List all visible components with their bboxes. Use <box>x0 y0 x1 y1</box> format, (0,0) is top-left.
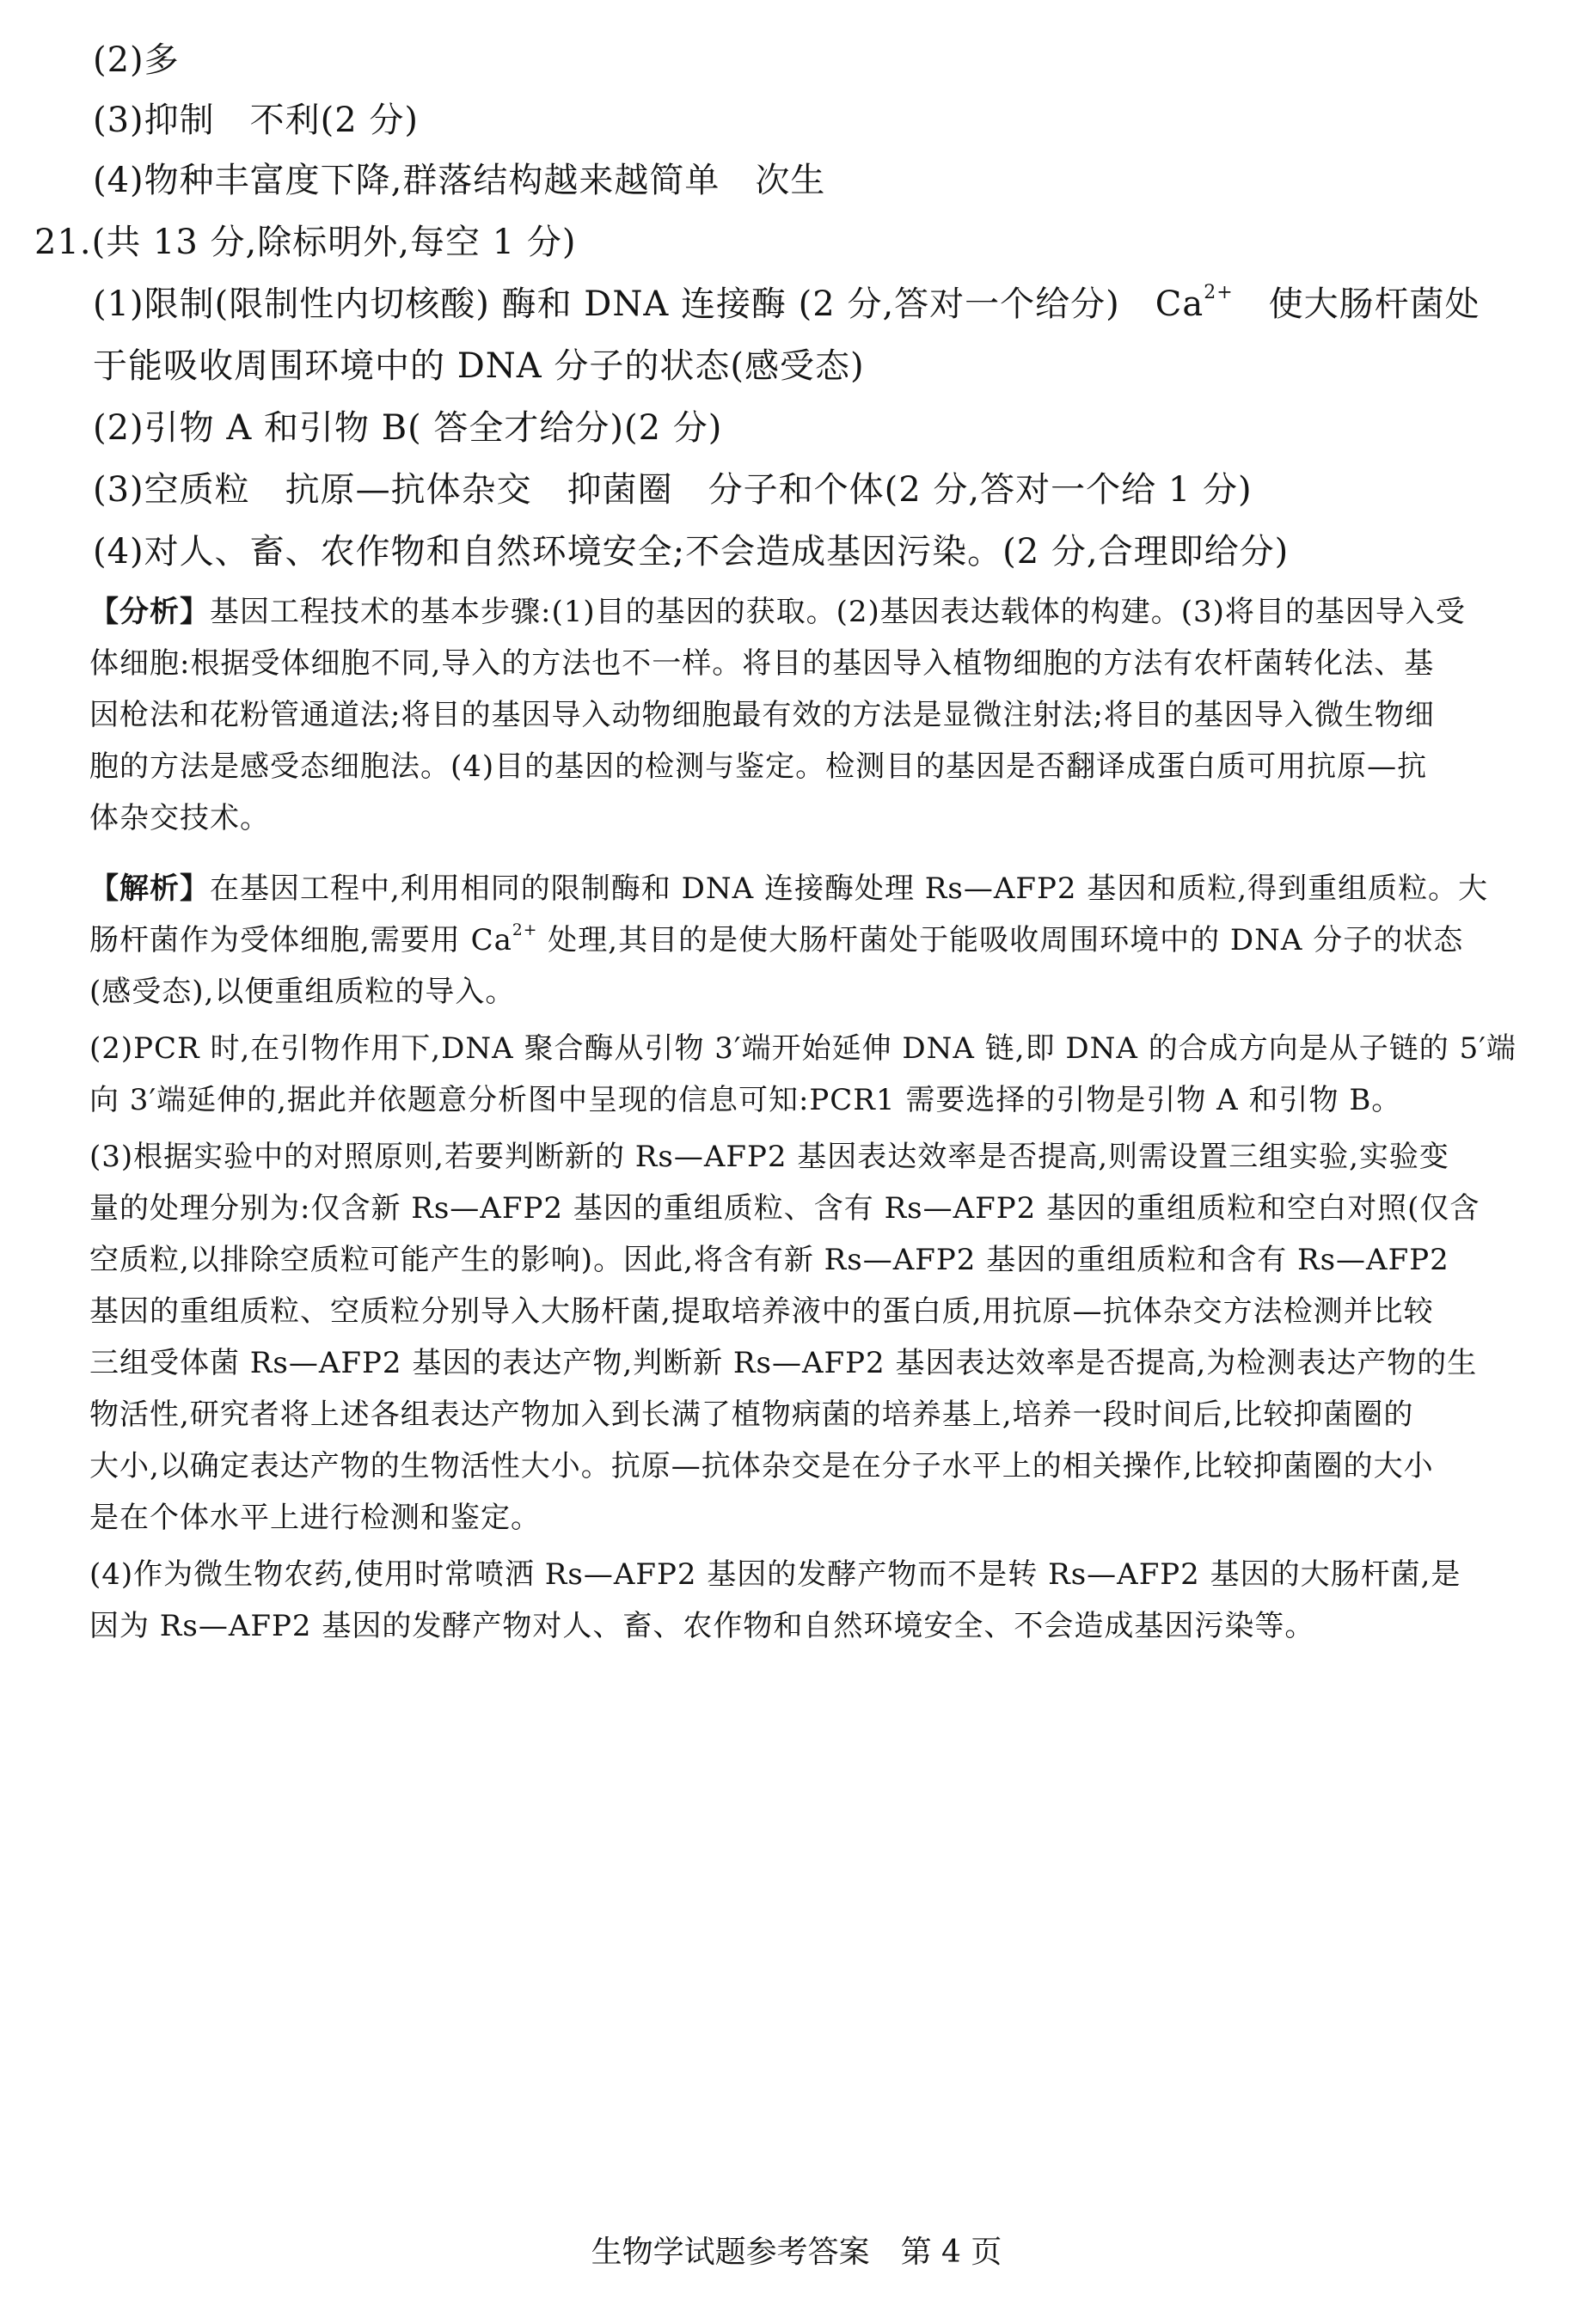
explanation-tag: 【解析】 <box>89 872 210 906</box>
question-21-header: 21.(共 13 分,除标明外,每空 1 分) <box>34 223 577 262</box>
answer-20-4: (4)物种丰富度下降,群落结构越来越简单 次生 <box>93 161 826 200</box>
explanation-p2-line2: 向 3′端延伸的,据此并依题意分析图中呈现的信息可知:PCR1 需要选择的引物是引物 A 和引物 B。 <box>89 1083 1402 1117</box>
charge-superscript-2: 2+ <box>512 921 538 940</box>
page-footer: 生物学试题参考答案 第 4 页 <box>591 2235 1002 2270</box>
answer-21-2: (2)引物 A 和引物 B( 答全才给分)(2 分) <box>93 408 723 448</box>
analysis-tag: 【分析】 <box>89 595 210 629</box>
explanation-p2-line1: (2)PCR 时,在引物作用下,DNA 聚合酶从引物 3′端开始延伸 DNA 链,即 DNA 的合成方向是从子链的 5′端 <box>89 1031 1516 1066</box>
explanation-p1-line2 <box>89 916 1463 958</box>
explanation-p3-line5: 三组受体菌 Rs—AFP2 基因的表达产物,判断新 Rs—AFP2 基因表达效率是否提高,为检测表达产物的生 <box>89 1346 1478 1380</box>
explanation-p3-line2: 量的处理分别为:仅含新 Rs—AFP2 基因的重组质粒、含有 Rs—AFP2 基因的重组质粒和空白对照(仅含 <box>89 1191 1480 1226</box>
explanation-p1-line1 <box>89 865 1488 907</box>
answer-21-1-text-b: 使大肠杆菌处 <box>1233 284 1480 324</box>
explanation-p4-line1: (4)作为微生物农药,使用时常喷洒 Rs—AFP2 基因的发酵产物而不是转 Rs—AFP2 基因的大肠杆菌,是 <box>89 1557 1461 1592</box>
explanation-p3-line8: 是在个体水平上进行检测和鉴定。 <box>89 1501 541 1535</box>
explanation-p3-line3: 空质粒,以排除空质粒可能产生的影响)。因此,将含有新 Rs—AFP2 基因的重组质粒和含有 Rs—AFP2 <box>89 1243 1449 1277</box>
answer-21-1-line2: 于能吸收周围环境中的 DNA 分子的状态(感受态) <box>93 346 865 386</box>
explanation-p4-line2: 因为 Rs—AFP2 基因的发酵产物对人、畜、农作物和自然环境安全、不会造成基因污染等。 <box>89 1609 1315 1643</box>
explanation-p1-text-1: 在基因工程中,利用相同的限制酶和 DNA 连接酶处理 Rs—AFP2 基因和质粒,得到重组质粒。大 <box>210 872 1489 906</box>
explanation-p3-line4: 基因的重组质粒、空质粒分别导入大肠杆菌,提取培养液中的蛋白质,用抗原—抗体杂交方法检测并比较 <box>89 1294 1434 1329</box>
answer-21-1-text-a: (1)限制(限制性内切核酸) 酶和 DNA 连接酶 (2 分,答对一个给分) Ca <box>93 284 1204 324</box>
analysis-line-5: 体杂交技术。 <box>89 801 270 835</box>
answer-21-4: (4)对人、畜、农作物和自然环境安全;不会造成基因污染。(2 分,合理即给分) <box>93 532 1290 572</box>
answer-20-3: (3)抑制 不利(2 分) <box>93 101 420 140</box>
answer-21-3: (3)空质粒 抗原—抗体杂交 抑菌圈 分子和个体(2 分,答对一个给 1 分) <box>93 470 1253 510</box>
analysis-line-4: 胞的方法是感受态细胞法。(4)目的基因的检测与鉴定。检测目的基因是否翻译成蛋白质可用抗原—抗 <box>89 749 1428 784</box>
analysis-line-2: 体细胞:根据受体细胞不同,导入的方法也不一样。将目的基因导入植物细胞的方法有农杆菌转化法、基 <box>89 646 1435 681</box>
answer-21-1-line1 <box>93 277 1480 326</box>
explanation-p3-line7: 大小,以确定表达产物的生物活性大小。抗原—抗体杂交是在分子水平上的相关操作,比较抑菌圈的大小 <box>89 1449 1434 1483</box>
explanation-p3-line6: 物活性,研究者将上述各组表达产物加入到长满了植物病菌的培养基上,培养一段时间后,比较抑菌圈的 <box>89 1397 1414 1432</box>
charge-superscript: 2+ <box>1204 282 1234 304</box>
answer-20-2: (2)多 <box>93 40 180 80</box>
explanation-p1-line3: (感受态),以便重组质粒的导入。 <box>89 975 516 1009</box>
analysis-line-1 <box>89 588 1466 630</box>
analysis-text-1: 基因工程技术的基本步骤:(1)目的基因的获取。(2)基因表达载体的构建。(3)将目的基因导入受 <box>210 595 1466 629</box>
explanation-p3-line1: (3)根据实验中的对照原则,若要判断新的 Rs—AFP2 基因表达效率是否提高,则需设置三组实验,实验变 <box>89 1140 1449 1174</box>
explanation-p1-text-2a: 肠杆菌作为受体细胞,需要用 Ca <box>89 923 512 957</box>
explanation-p1-text-2b: 处理,其目的是使大肠杆菌处于能吸收周围环境中的 DNA 分子的状态 <box>537 923 1464 957</box>
analysis-line-3: 因枪法和花粉管通道法;将目的基因导入动物细胞最有效的方法是显微注射法;将目的基因导入微生物细 <box>89 698 1435 732</box>
